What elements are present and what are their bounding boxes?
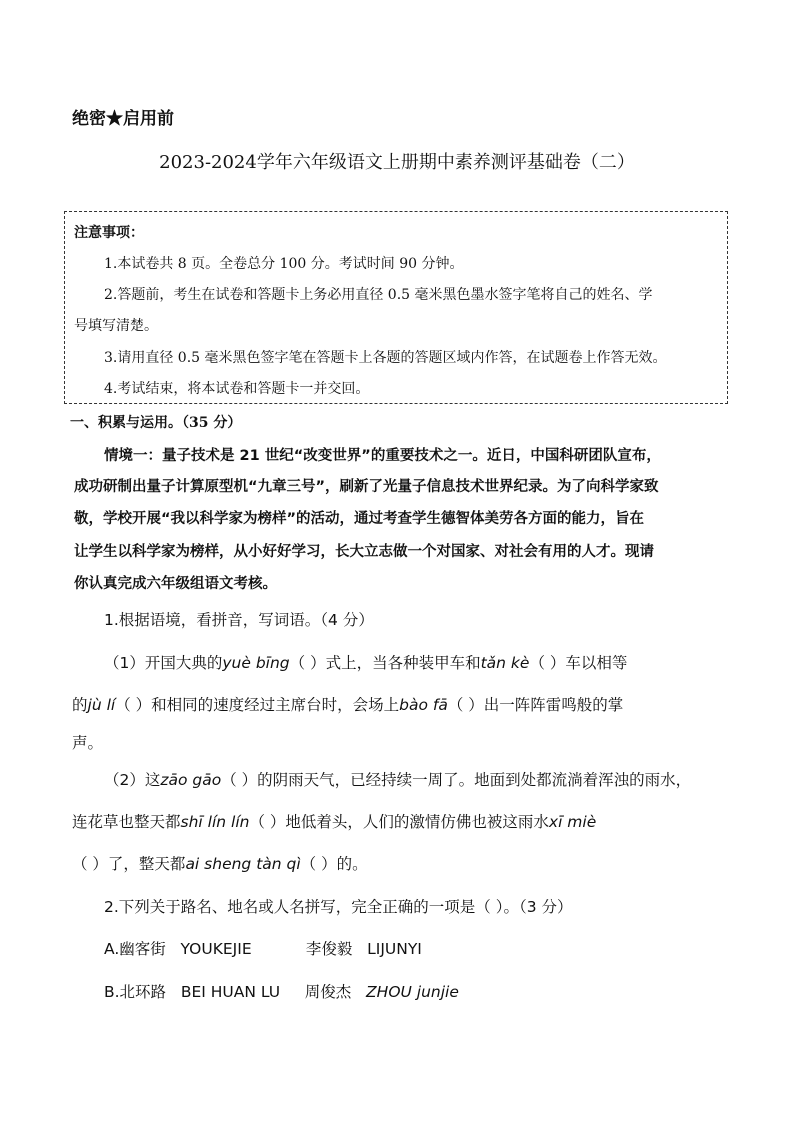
blank-text: （ ）和相同的速度经过主席台时，会场上 bbox=[115, 696, 400, 714]
blank-text: （ ）了，整天都 bbox=[72, 855, 186, 873]
pinyin: tǎn kè bbox=[480, 654, 530, 672]
pinyin: bào fā bbox=[399, 696, 448, 714]
scene-line-3: 敬，学校开展“我以科学家为榜样”的活动，通过考查学生德智体美劳各方面的能力，旨在 bbox=[74, 511, 645, 527]
confidential-mark: 绝密★启用前 bbox=[72, 109, 174, 129]
notice-item-4: 4.考试结束，将本试卷和答题卡一并交回。 bbox=[104, 381, 370, 397]
exam-title: 2023-2024学年六年级语文上册期中素养测评基础卷（二） bbox=[159, 152, 635, 173]
pinyin: xī miè bbox=[548, 813, 597, 831]
question-1-part-1-line-1 bbox=[104, 651, 627, 673]
scene-line-2: 成功研制出量子计算原型机“九章三号”，刷新了光量子信息技术世界纪录。为了向科学家致 bbox=[74, 479, 659, 495]
text: 连花草也整天都 bbox=[72, 813, 181, 831]
question-2-option-a bbox=[104, 937, 422, 959]
pinyin: zāo gāo bbox=[160, 771, 222, 789]
blank-text: （ ）的。 bbox=[300, 855, 368, 873]
notice-item-3: 3.请用直径 0.5 毫米黑色签字笔在答题卡上各题的答题区域内作答，在试题卷上作答无效。 bbox=[104, 350, 667, 366]
text: （2）这 bbox=[104, 771, 161, 789]
option-text: 李俊毅 bbox=[305, 940, 353, 958]
text: 的 bbox=[72, 696, 88, 714]
notice-item-2-continued: 号填写清楚。 bbox=[74, 318, 158, 334]
pinyin: jù lí bbox=[87, 696, 116, 714]
option-pinyin: BEI HUAN LU bbox=[180, 983, 281, 1001]
blank-text: （ ）的阴雨天气，已经持续一周了。地面到处都流淌着浑浊的雨水， bbox=[221, 771, 692, 789]
option-pinyin: YOUKEJIE bbox=[180, 940, 252, 958]
pinyin: ai sheng tàn qì bbox=[185, 855, 301, 873]
scene-line-4: 让学生以科学家为榜样，从小好好学习，长大立志做一个对国家、对社会有用的人才。现请 bbox=[74, 544, 654, 560]
option-pinyin: ZHOU junjie bbox=[366, 983, 459, 1001]
pinyin: yuè bīng bbox=[222, 654, 290, 672]
question-1-part-2-line-2 bbox=[72, 810, 596, 832]
notice-box bbox=[64, 211, 728, 404]
blank-text: （ ）车以相等 bbox=[529, 654, 628, 672]
question-2-stem: 2.下列关于路名、地名或人名拼写，完全正确的一项是（ ）。（3 分） bbox=[104, 898, 573, 916]
notice-item-1: 1.本试卷共 8 页。全卷总分 100 分。考试时间 90 分钟。 bbox=[104, 256, 464, 272]
question-1-part-2-line-3 bbox=[72, 852, 368, 874]
question-2-option-b bbox=[104, 980, 459, 1002]
blank-text: （ ）式上，当各种装甲车和 bbox=[289, 654, 481, 672]
blank-text: （ ）出一阵阵雷鸣般的掌 bbox=[447, 696, 624, 714]
pinyin: shī lín lín bbox=[180, 813, 250, 831]
text: （1）开国大典的 bbox=[104, 654, 223, 672]
option-text: 周俊杰 bbox=[304, 983, 352, 1001]
blank-text: （ ）地低着头，人们的激情仿佛也被这雨水 bbox=[249, 813, 549, 831]
question-1-part-1-line-2 bbox=[72, 693, 623, 715]
question-1-stem: 1.根据语境，看拼音，写词语。（4 分） bbox=[104, 611, 374, 629]
option-text: B.北环路 bbox=[104, 983, 167, 1001]
option-text: A.幽客街 bbox=[104, 940, 166, 958]
question-1-part-1-line-3: 声。 bbox=[72, 734, 104, 752]
scene-line-1: 情境一：量子技术是 21 世纪“改变世界”的重要技术之一。近日，中国科研团队宣布， bbox=[104, 448, 661, 464]
option-pinyin: LIJUNYI bbox=[367, 940, 422, 958]
question-1-part-2-line-1 bbox=[104, 768, 691, 790]
notice-heading: 注意事项： bbox=[74, 225, 144, 241]
section-heading: 一、积累与运用。（35 分） bbox=[70, 415, 242, 431]
scene-line-5: 你认真完成六年级组语文考核。 bbox=[74, 576, 277, 592]
notice-item-2: 2.答题前，考生在试卷和答题卡上务必用直径 0.5 毫米黑色墨水签字笔将自己的姓名、学 bbox=[104, 287, 653, 303]
